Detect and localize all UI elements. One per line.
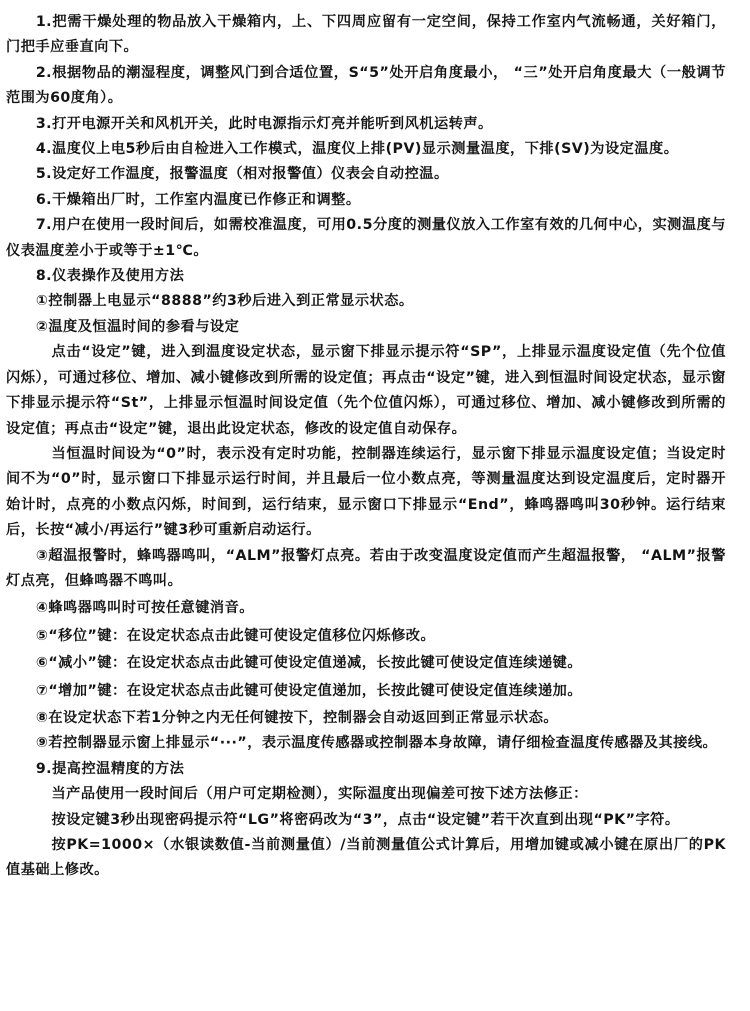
step-7-paragraph: 7.用户在使用一段时间后，如需校准温度，可用0.5分度的测量仪放入工作室有效的几何中心，实测温度与仪表温度差小于或等于±1℃。	[6, 217, 726, 259]
section-9-heading: 9.提高控温精度的方法	[35, 760, 185, 777]
pk-formula-paragraph: 按PK=1000×（水银读数值-当前测量值）/当前测量值公式计算后，用增加键或减小键在原出厂的PK值基础上修改。	[6, 837, 726, 879]
step-3-paragraph: 3.打开电源开关和风机开关，此时电源指示灯亮并能听到风机运转声。	[35, 115, 493, 132]
password-step-paragraph: 按设定键3秒出现密码提示符“LG”将密码改为“3”，点击“设定键”若干次直到出现“PK”字符。	[51, 811, 680, 828]
section-8-heading: 8.仪表操作及使用方法	[35, 268, 185, 285]
timer-paragraph: 当恒温时间设为“0”时，表示没有定时功能，控制器连续运行，显示窗下排显示温度设定值；当设定时间不为“0”时，显示窗口下排显示运行时间，并且最后一位小数点亮，等测量温度达到设定温度后，定时器开始计时，点亮的小数点闪烁，时间到，运行结束，显示窗口下排显示“End”，蜂鸣器鸣叫30秒钟。运行结束后，长按“减小/再运行”键3秒可重新启动运行。	[6, 445, 726, 539]
item-2-heading: ②温度及恒温时间的参看与设定	[35, 318, 240, 335]
item-7-increase-key: ⑦“增加”键：在设定状态点击此键可使设定值递加，长按此键可使设定值连续递加。	[35, 682, 583, 699]
item-8-auto-return: ⑧在设定状态下若1分钟之内无任何键按下，控制器会自动返回到正常显示状态。	[35, 709, 559, 726]
item-5-shift-key: ⑤“移位”键：在设定状态点击此键可使设定值移位闪烁修改。	[35, 627, 436, 644]
calibration-intro-paragraph: 当产品使用一段时间后（用户可定期检测），实际温度出现偏差可按下述方法修正：	[51, 786, 588, 803]
step-1-paragraph: 1.把需干燥处理的物品放入干燥箱内，上、下四周应留有一定空间，保持工作室内气流畅通，关好箱门，门把手应垂直向下。	[6, 14, 726, 56]
step-2-paragraph: 2.根据物品的潮湿程度，调整风门到合适位置，S“5”处开启角度最小， “三”处开启角度最大（一般调节范围为60度角）。	[6, 64, 726, 107]
step-5-paragraph: 5.设定好工作温度，报警温度（相对报警值）仪表会自动控温。	[35, 166, 449, 183]
step-6-paragraph: 6.干燥箱出厂时，工作室内温度已作修正和调整。	[35, 191, 361, 208]
item-1-power-on: ①控制器上电显示“8888”约3秒后进入到正常显示状态。	[35, 293, 414, 310]
item-6-decrease-key: ⑥“减小”键：在设定状态点击此键可使设定值递减，长按此键可使设定值连续递键。	[35, 655, 583, 672]
step-4-paragraph: 4.温度仪上电5秒后由自检进入工作模式，温度仪上排(PV)显示测量温度，下排(SV)为设定温度。	[35, 141, 679, 158]
item-4-buzzer: ④蜂鸣器鸣叫时可按任意键消音。	[35, 600, 254, 617]
setting-procedure-paragraph: 点击“设定”键，进入到温度设定状态，显示窗下排显示提示符“SP”，上排显示温度设定值（先个位值闪烁），可通过移位、增加、减小键修改到所需的设定值；再点击“设定”键，进入到恒温时间设定状态，显示窗下排显示提示符“St”，上排显示恒温时间设定值（先个位值闪烁），可通过移位、增加、减小键修改到所需的设定值；再点击“设定”键，退出此设定状态，修改的设定值自动保存。	[6, 344, 726, 437]
item-9-sensor-fault: ⑨若控制器显示窗上排显示“···”，表示温度传感器或控制器本身故障，请仔细检查温度传感器及其接线。	[35, 735, 718, 752]
item-3-alarm: ③超温报警时，蜂鸣器鸣叫，“ALM”报警灯点亮。若由于改变温度设定值而产生超温报警， “ALM”报警灯点亮，但蜂鸣器不鸣叫。	[6, 547, 726, 589]
